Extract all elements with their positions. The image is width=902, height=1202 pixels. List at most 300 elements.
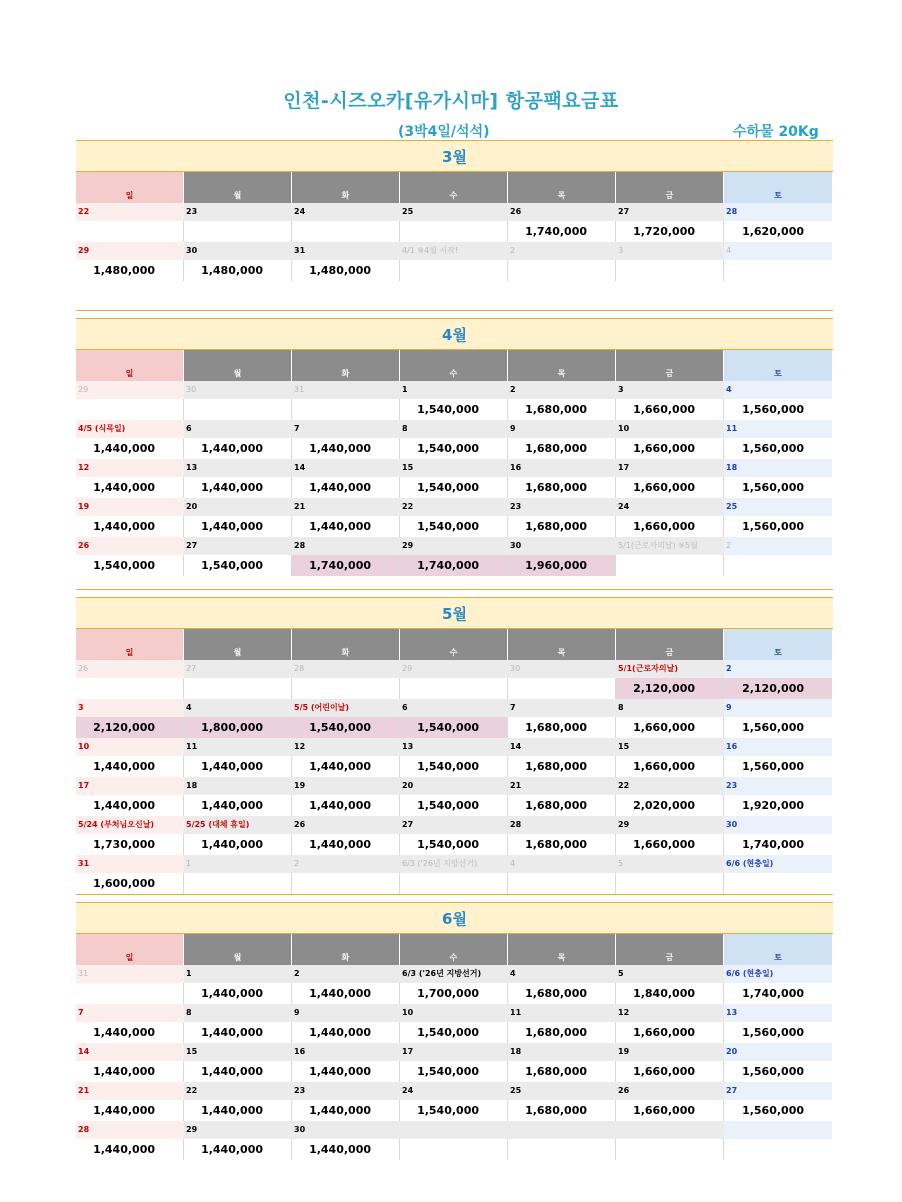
date-row (76, 537, 833, 555)
date-cell: 27 (724, 1082, 832, 1100)
date-cell: 8 (616, 699, 724, 717)
price-cell: 1,440,000 (292, 1139, 400, 1160)
weekday-label: 목 (508, 350, 616, 381)
date-cell: 5/1(근로자의날) (616, 660, 724, 678)
date-cell: 2 (292, 965, 400, 983)
date-cell: 2 (724, 660, 832, 678)
date-cell: 20 (724, 1043, 832, 1061)
price-row (76, 717, 833, 738)
week-row (76, 1043, 833, 1082)
date-cell: 14 (292, 459, 400, 477)
date-cell: 11 (724, 420, 832, 438)
date-cell: 3 (616, 381, 724, 399)
weekday-label: 금 (616, 350, 724, 381)
price-cell: 1,480,000 (76, 260, 184, 281)
date-cell: 4 (724, 381, 832, 399)
date-cell: 5 (616, 965, 724, 983)
weekday-label: 금 (616, 934, 724, 965)
date-cell: 4/1 ※4월 시작! (400, 242, 508, 260)
week-row (76, 777, 833, 816)
month-section (76, 597, 833, 894)
date-cell: 28 (76, 1121, 184, 1139)
week-row (76, 1121, 833, 1160)
date-cell (724, 1121, 832, 1139)
price-cell (76, 399, 184, 420)
date-cell: 3 (616, 242, 724, 260)
date-cell: 29 (400, 537, 508, 555)
date-cell: 15 (184, 1043, 292, 1061)
weekday-label: 금 (616, 629, 724, 660)
weekday-header-row (76, 172, 833, 203)
price-cell: 1,730,000 (76, 834, 184, 855)
date-cell: 29 (184, 1121, 292, 1139)
price-cell: 1,680,000 (508, 756, 616, 777)
date-cell: 2 (724, 537, 832, 555)
date-cell (616, 1121, 724, 1139)
weekday-label: 일 (76, 350, 184, 381)
date-cell: 18 (508, 1043, 616, 1061)
month-header: 3월 (76, 140, 833, 172)
date-row (76, 965, 833, 983)
price-cell: 1,660,000 (616, 516, 724, 537)
weekday-label: 토 (724, 350, 832, 381)
weekday-header-row (76, 350, 833, 381)
price-cell: 1,540,000 (400, 834, 508, 855)
date-cell: 26 (292, 816, 400, 834)
date-cell: 6/3 ('26년 지방선거) (400, 965, 508, 983)
price-cell: 1,440,000 (184, 756, 292, 777)
price-cell (184, 873, 292, 894)
price-cell: 1,440,000 (292, 1061, 400, 1082)
price-cell: 1,740,000 (292, 555, 400, 576)
price-cell: 1,440,000 (184, 438, 292, 459)
date-cell: 10 (616, 420, 724, 438)
price-cell (724, 555, 832, 576)
date-cell: 13 (184, 459, 292, 477)
price-cell (292, 399, 400, 420)
weekday-label: 화 (292, 172, 400, 203)
price-cell: 1,440,000 (292, 1100, 400, 1121)
price-cell: 1,600,000 (76, 873, 184, 894)
price-cell: 1,840,000 (616, 983, 724, 1004)
price-cell: 1,560,000 (724, 477, 832, 498)
date-row (76, 203, 833, 221)
month-divider (76, 894, 833, 895)
date-cell: 28 (724, 203, 832, 221)
price-cell: 1,660,000 (616, 477, 724, 498)
price-cell (400, 873, 508, 894)
date-cell: 18 (724, 459, 832, 477)
price-row (76, 795, 833, 816)
price-cell (292, 221, 400, 242)
price-cell (616, 260, 724, 281)
date-cell: 4 (508, 855, 616, 873)
date-cell: 1 (184, 855, 292, 873)
price-cell: 1,440,000 (184, 983, 292, 1004)
date-cell: 9 (724, 699, 832, 717)
date-cell: 14 (508, 738, 616, 756)
date-row (76, 381, 833, 399)
price-row (76, 1022, 833, 1043)
weekday-label: 수 (400, 629, 508, 660)
date-row (76, 1043, 833, 1061)
date-cell: 17 (76, 777, 184, 795)
date-cell: 2 (292, 855, 400, 873)
month-section (76, 318, 833, 576)
date-cell: 25 (508, 1082, 616, 1100)
date-cell: 1 (184, 965, 292, 983)
price-row (76, 260, 833, 281)
date-cell: 17 (400, 1043, 508, 1061)
price-cell: 1,740,000 (724, 983, 832, 1004)
price-cell (184, 221, 292, 242)
date-cell: 20 (184, 498, 292, 516)
price-cell (400, 221, 508, 242)
date-cell: 5/1(근로자의날) ※5월 (616, 537, 724, 555)
price-cell (76, 221, 184, 242)
weekday-label: 토 (724, 629, 832, 660)
date-cell: 6/3 ('26년 지방선거) (400, 855, 508, 873)
date-cell: 31 (76, 965, 184, 983)
date-cell: 4/5 (식목일) (76, 420, 184, 438)
date-cell: 27 (400, 816, 508, 834)
price-cell: 1,560,000 (724, 756, 832, 777)
date-cell: 5/25 (대체 휴일) (184, 816, 292, 834)
date-cell: 3 (76, 699, 184, 717)
price-row (76, 873, 833, 894)
month-header: 4월 (76, 318, 833, 350)
price-cell: 1,660,000 (616, 717, 724, 738)
date-cell: 27 (184, 660, 292, 678)
price-cell: 1,740,000 (724, 834, 832, 855)
weekday-label: 일 (76, 172, 184, 203)
price-cell: 1,440,000 (76, 1139, 184, 1160)
price-row (76, 1100, 833, 1121)
date-cell: 23 (724, 777, 832, 795)
date-cell: 19 (76, 498, 184, 516)
date-cell: 28 (292, 660, 400, 678)
date-cell: 19 (616, 1043, 724, 1061)
weekday-label: 일 (76, 629, 184, 660)
price-row (76, 399, 833, 420)
price-cell: 1,480,000 (184, 260, 292, 281)
price-row (76, 221, 833, 242)
weekday-label: 토 (724, 172, 832, 203)
price-cell (724, 1139, 832, 1160)
date-cell: 30 (724, 816, 832, 834)
date-cell: 20 (400, 777, 508, 795)
date-cell: 29 (76, 242, 184, 260)
weekday-label: 금 (616, 172, 724, 203)
price-cell: 1,680,000 (508, 1061, 616, 1082)
date-cell: 22 (184, 1082, 292, 1100)
date-cell: 9 (292, 1004, 400, 1022)
date-cell: 23 (508, 498, 616, 516)
weekday-label: 수 (400, 172, 508, 203)
date-row (76, 855, 833, 873)
date-cell: 6/6 (현충일) (724, 855, 832, 873)
price-cell: 1,620,000 (724, 221, 832, 242)
date-cell: 30 (184, 242, 292, 260)
price-cell: 1,740,000 (508, 221, 616, 242)
price-cell: 1,680,000 (508, 516, 616, 537)
price-cell: 1,440,000 (76, 1100, 184, 1121)
price-cell: 1,440,000 (76, 438, 184, 459)
price-cell: 1,700,000 (400, 983, 508, 1004)
date-cell: 16 (292, 1043, 400, 1061)
date-cell: 11 (184, 738, 292, 756)
month-section (76, 902, 833, 1160)
date-cell: 30 (508, 660, 616, 678)
price-cell: 1,560,000 (724, 438, 832, 459)
price-cell: 1,480,000 (292, 260, 400, 281)
price-cell: 1,540,000 (400, 1061, 508, 1082)
date-cell: 13 (724, 1004, 832, 1022)
price-cell: 1,680,000 (508, 399, 616, 420)
price-cell: 1,440,000 (184, 1139, 292, 1160)
weekday-label: 일 (76, 934, 184, 965)
month-divider (76, 310, 833, 311)
price-cell (616, 1139, 724, 1160)
price-cell (76, 983, 184, 1004)
date-row (76, 738, 833, 756)
date-cell: 31 (292, 242, 400, 260)
date-cell: 30 (508, 537, 616, 555)
date-cell: 1 (400, 381, 508, 399)
week-row (76, 537, 833, 576)
price-cell: 1,660,000 (616, 399, 724, 420)
week-row (76, 1082, 833, 1121)
weekday-header-row (76, 629, 833, 660)
weekday-label: 월 (184, 629, 292, 660)
date-cell: 21 (508, 777, 616, 795)
price-cell: 1,680,000 (508, 1100, 616, 1121)
price-cell: 1,540,000 (400, 756, 508, 777)
price-cell: 1,660,000 (616, 756, 724, 777)
price-row (76, 678, 833, 699)
date-cell: 12 (292, 738, 400, 756)
price-cell (508, 260, 616, 281)
price-cell: 1,660,000 (616, 1022, 724, 1043)
week-row (76, 420, 833, 459)
price-cell: 1,440,000 (292, 438, 400, 459)
price-cell (400, 260, 508, 281)
price-cell: 1,540,000 (400, 516, 508, 537)
price-cell: 1,440,000 (184, 1022, 292, 1043)
date-row (76, 1121, 833, 1139)
price-cell: 1,540,000 (400, 477, 508, 498)
date-cell: 29 (76, 381, 184, 399)
price-cell (184, 678, 292, 699)
price-cell (292, 678, 400, 699)
price-cell: 1,560,000 (724, 1100, 832, 1121)
price-row (76, 1061, 833, 1082)
price-cell: 1,440,000 (292, 477, 400, 498)
price-cell: 1,660,000 (616, 1061, 724, 1082)
price-cell (508, 678, 616, 699)
date-cell: 30 (292, 1121, 400, 1139)
weekday-label: 목 (508, 172, 616, 203)
date-cell: 2 (508, 242, 616, 260)
date-cell: 11 (508, 1004, 616, 1022)
price-cell: 1,540,000 (400, 795, 508, 816)
price-cell: 1,680,000 (508, 717, 616, 738)
price-cell (400, 1139, 508, 1160)
price-cell: 2,120,000 (724, 678, 832, 699)
date-cell: 26 (76, 537, 184, 555)
price-row (76, 756, 833, 777)
date-cell: 24 (616, 498, 724, 516)
price-cell: 2,020,000 (616, 795, 724, 816)
date-cell: 10 (400, 1004, 508, 1022)
date-cell: 29 (616, 816, 724, 834)
weekday-label: 수 (400, 934, 508, 965)
date-cell: 26 (508, 203, 616, 221)
price-cell: 1,440,000 (184, 1100, 292, 1121)
price-cell: 1,440,000 (76, 1061, 184, 1082)
price-cell: 1,440,000 (184, 1061, 292, 1082)
week-row (76, 738, 833, 777)
weekday-label: 수 (400, 350, 508, 381)
date-cell: 26 (616, 1082, 724, 1100)
date-cell: 30 (184, 381, 292, 399)
week-row (76, 965, 833, 1004)
date-cell: 27 (184, 537, 292, 555)
week-row (76, 498, 833, 537)
date-cell: 25 (724, 498, 832, 516)
price-cell: 1,440,000 (292, 756, 400, 777)
date-cell: 14 (76, 1043, 184, 1061)
price-cell (400, 678, 508, 699)
date-cell: 16 (724, 738, 832, 756)
month-section (76, 140, 833, 281)
price-cell: 1,680,000 (508, 834, 616, 855)
price-cell: 1,440,000 (76, 477, 184, 498)
date-cell: 4 (724, 242, 832, 260)
date-cell: 22 (400, 498, 508, 516)
date-cell: 8 (184, 1004, 292, 1022)
date-cell: 13 (400, 738, 508, 756)
week-row (76, 459, 833, 498)
price-cell: 1,440,000 (292, 1022, 400, 1043)
date-cell: 9 (508, 420, 616, 438)
price-cell: 1,680,000 (508, 438, 616, 459)
page-title: 인천-시즈오카[유가시마] 항공팩요금표 (283, 90, 619, 112)
date-cell: 22 (76, 203, 184, 221)
week-row (76, 855, 833, 894)
price-cell: 1,680,000 (508, 1022, 616, 1043)
price-row (76, 555, 833, 576)
price-cell: 1,540,000 (400, 399, 508, 420)
date-cell: 19 (292, 777, 400, 795)
price-cell: 1,680,000 (508, 477, 616, 498)
price-cell: 1,440,000 (76, 756, 184, 777)
price-cell: 1,720,000 (616, 221, 724, 242)
price-cell: 1,440,000 (76, 795, 184, 816)
month-divider (76, 589, 833, 590)
weekday-label: 월 (184, 934, 292, 965)
week-row (76, 242, 833, 281)
date-row (76, 242, 833, 260)
date-cell: 7 (508, 699, 616, 717)
price-cell: 1,800,000 (184, 717, 292, 738)
price-cell (724, 260, 832, 281)
date-cell: 24 (292, 203, 400, 221)
date-cell: 4 (184, 699, 292, 717)
week-row (76, 816, 833, 855)
price-cell: 1,920,000 (724, 795, 832, 816)
date-cell: 6 (184, 420, 292, 438)
price-cell: 1,440,000 (292, 983, 400, 1004)
date-row (76, 660, 833, 678)
price-cell: 1,560,000 (724, 516, 832, 537)
price-cell: 1,440,000 (184, 516, 292, 537)
trip-duration-subtitle: (3박4일/석석) (398, 124, 490, 140)
price-cell: 1,540,000 (400, 717, 508, 738)
price-cell: 1,680,000 (508, 795, 616, 816)
price-row (76, 834, 833, 855)
week-row (76, 203, 833, 242)
price-cell: 1,560,000 (724, 1022, 832, 1043)
price-cell: 1,440,000 (76, 1022, 184, 1043)
date-cell: 7 (292, 420, 400, 438)
date-cell: 7 (76, 1004, 184, 1022)
week-row (76, 699, 833, 738)
price-cell: 1,440,000 (76, 516, 184, 537)
date-cell: 28 (508, 816, 616, 834)
price-cell: 1,960,000 (508, 555, 616, 576)
date-cell: 24 (400, 1082, 508, 1100)
weekday-label: 월 (184, 350, 292, 381)
date-cell: 12 (76, 459, 184, 477)
week-row (76, 1004, 833, 1043)
price-cell: 1,540,000 (400, 1022, 508, 1043)
date-cell (400, 1121, 508, 1139)
price-cell (292, 873, 400, 894)
price-cell: 1,540,000 (292, 717, 400, 738)
date-cell: 26 (76, 660, 184, 678)
price-cell: 1,660,000 (616, 1100, 724, 1121)
price-cell: 1,540,000 (184, 555, 292, 576)
date-cell: 4 (508, 965, 616, 983)
price-row (76, 438, 833, 459)
date-cell: 18 (184, 777, 292, 795)
date-cell: 31 (292, 381, 400, 399)
date-cell: 31 (76, 855, 184, 873)
price-cell: 1,680,000 (508, 983, 616, 1004)
price-cell: 1,660,000 (616, 438, 724, 459)
weekday-label: 월 (184, 172, 292, 203)
date-cell: 23 (184, 203, 292, 221)
price-cell (184, 399, 292, 420)
price-row (76, 477, 833, 498)
price-cell (616, 873, 724, 894)
date-cell: 21 (76, 1082, 184, 1100)
price-cell (616, 555, 724, 576)
price-cell (508, 1139, 616, 1160)
date-cell: 10 (76, 738, 184, 756)
price-cell: 1,560,000 (724, 399, 832, 420)
date-cell: 23 (292, 1082, 400, 1100)
price-cell: 1,660,000 (616, 834, 724, 855)
price-cell (76, 678, 184, 699)
weekday-label: 목 (508, 629, 616, 660)
price-cell: 1,560,000 (724, 717, 832, 738)
date-cell: 6/6 (현충일) (724, 965, 832, 983)
date-cell: 27 (616, 203, 724, 221)
price-cell: 1,440,000 (184, 834, 292, 855)
weekday-label: 목 (508, 934, 616, 965)
